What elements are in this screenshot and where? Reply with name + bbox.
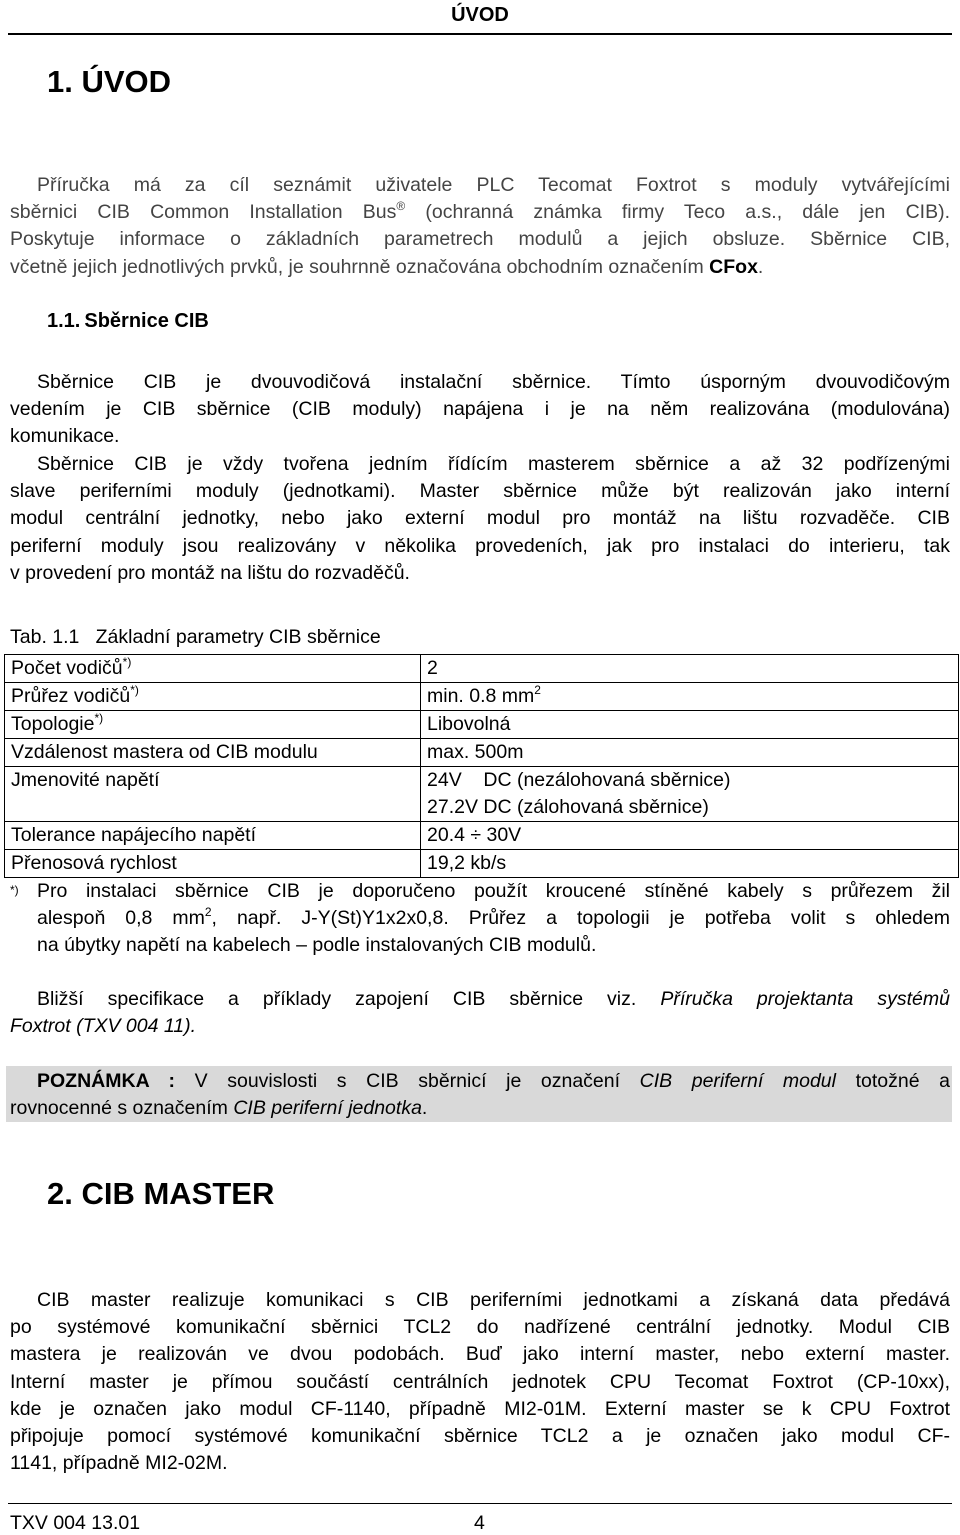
intro-line-3: Poskytuje informace o základních parametrech modulů a jejich obsluze. Sběrnice CIB, [10,228,951,251]
running-header: ÚVOD [451,4,509,26]
param-cell: Topologie*) [5,711,421,739]
spec-reference-paragraph: Bližší specifikace a příklady zapojení CIB sběrnice viz. Příručka projektanta systémů Foxtrot (TXV 004 11). [10,988,950,1038]
table-row [5,850,959,878]
intro-line-2: sběrnici CIB Common Installation Bus® (ochranná známka firmy Teco a.s., dále jen CIB). [10,199,950,224]
param-cell: Průřez vodičů*) [5,683,421,711]
table-footnote: *) Pro instalaci sběrnice CIB je doporučeno použít kroucené stíněné kabely s průřezem žil alespoň 0,8 $mm^2$, např. J-Y(St)Y1x2x0,8. Průřez a topologii je potřeba volit s ohledem na úbytky napětí na kabelech – podle instalovaných CIB modulů. [10,880,950,957]
footer-rule [8,1503,952,1504]
table-row [5,822,959,850]
cib-bus-paragraph-1: Sběrnice CIB je dvouvodičová instalační sběrnice. Tímto úsporným dvouvodičovým vedením je CIB sběrnice (CIB moduly) napájena i je na něm realizována (modulována) komunikace. [10,371,950,448]
section-2-title: 2. CIB MASTER [47,1176,275,1211]
footer-page-number: 4 [474,1512,485,1534]
note-label: POZNÁMKA : [37,1070,176,1092]
table-caption: Tab. 1.1 Základní parametry CIB sběrnice [10,626,381,648]
table-row [5,767,959,822]
param-cell: Tolerance napájecího napětí [5,822,421,850]
value-cell: min. 0.8 $mm^2$ [421,683,959,711]
value-cell: Libovolná [421,711,959,739]
cib-master-paragraph: CIB master realizuje komunikaci s CIB periferními jednotkami a získaná data předává po systémové komunikační sběrnici TCL2 do nadřízené centrální jednotky. Modul CIB mastera je realizován ve dvou podobách. Buď jako interní master, nebo externí master. Interní master je přímou součástí centrálních jednotek CPU Tecomat Foxtrot (CP-10xx), kde je označen jako modul CF-1140, případně MI2-01M. Externí master se k CPU Foxtrot připojuje pomocí systémové komunikační sběrnice TCL2 a je označen jako modul CF- 1141, případně MI2-02M. [10,1289,950,1475]
value-cell: 24V DC (nezálohovaná sběrnice) 27.2V DC (zálohovaná sběrnice) [421,767,959,822]
param-cell: Jmenovité napětí [5,767,421,822]
value-cell: max. 500m [421,739,959,767]
intro-line-1: Příručka má za cíl seznámit uživatele PLC Tecomat Foxtrot s moduly vytvářejícími [37,174,950,196]
header-rule [8,33,952,35]
subsection-1-1-title: 1.1. Sběrnice CIB [47,310,209,332]
cib-bus-paragraph-2: Sběrnice CIB je vždy tvořena jedním řídícím masterem sběrnice a až 32 podřízenými slave periferními moduly (jednotkami). Master sběrnice může být realizován jako interní modul centrální jednotky, nebo jako externí modul pro montáž na lištu rozvaděče. CIB periferní moduly jsou realizovány v několika provedeních, jak pro instalaci do interieru, tak v provedení pro montáž na lištu do rozvaděčů. [10,453,950,584]
footer-doc-id: TXV 004 13.01 [10,1512,141,1534]
note-text: POZNÁMKA : V souvislosti s CIB sběrnicí je označení CIB periferní modul totožné a rovnocenné s označením CIB periferní jednotka. [10,1070,950,1120]
manual-title-link: Příručka projektanta systémů [660,988,950,1010]
parameters-table [4,654,959,878]
param-cell: Vzdálenost mastera od CIB modulu [5,739,421,767]
param-cell: Počet vodičů*) [5,655,421,683]
intro-line-4: včetně jejich jednotlivých prvků, je souhrnně označována obchodním označením CFox. [10,255,764,278]
value-cell: 20.4 ÷ 30V [421,822,959,850]
value-cell: 2 [421,655,959,683]
table-row [5,711,959,739]
table-row [5,739,959,767]
param-cell: Přenosová rychlost [5,850,421,878]
registered-trademark-mark: ® [396,199,406,214]
section-1-title: 1. ÚVOD [47,64,172,99]
table-row [5,683,959,711]
value-cell: 19,2 kb/s [421,850,959,878]
table-row [5,655,959,683]
intro-paragraph [10,172,950,281]
